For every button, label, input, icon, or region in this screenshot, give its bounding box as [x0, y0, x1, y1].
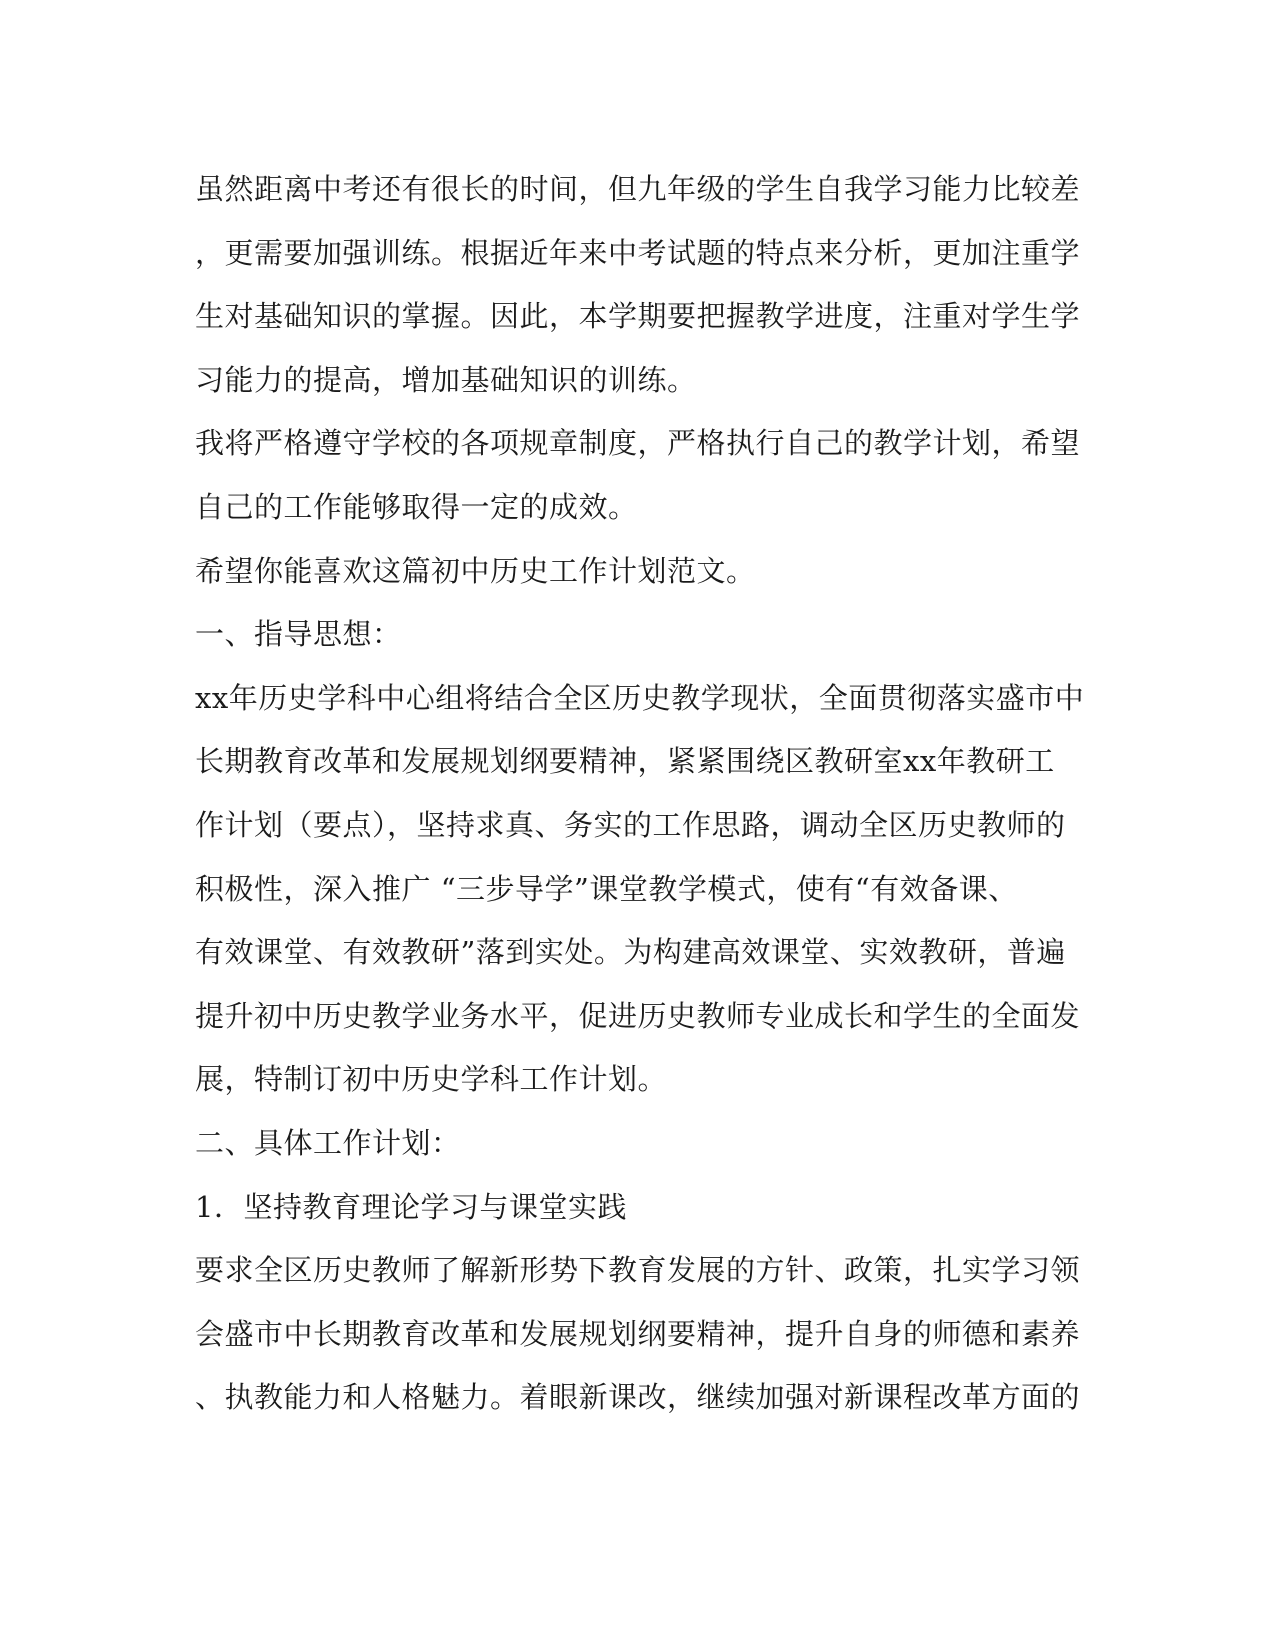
text-line: 习能力的提高，增加基础知识的训练。	[195, 362, 697, 397]
text-line: 虽然距离中考还有很长的时间，但九年级的学生自我学习能力比较差	[195, 172, 1081, 206]
text-line: 希望你能喜欢这篇初中历史工作计划范文。	[195, 553, 756, 588]
text-line: 、执教能力和人格魅力。着眼新课改，继续加强对新课程改革方面的	[195, 1380, 1081, 1415]
text-line: 提升初中历史教学业务水平，促进历史教师专业成长和学生的全面发	[195, 998, 1081, 1033]
text-line: 长期教育改革和发展规划纲要精神，紧紧围绕区教研室xx年教研工	[195, 744, 1055, 779]
document-body	[195, 158, 1085, 1430]
section-heading: 二、具体工作计划：	[195, 1125, 461, 1160]
text-line: ，更需要加强训练。根据近年来中考试题的特点来分析，更加注重学	[195, 235, 1081, 270]
text-line: 要求全区历史教师了解新形势下教育发展的方针、政策，扎实学习领	[195, 1253, 1081, 1288]
text-line: 作计划（要点），坚持求真、务实的工作思路，调动全区历史教师的	[195, 807, 1066, 842]
text-line: 会盛市中长期教育改革和发展规划纲要精神，提升自身的师德和素养	[195, 1316, 1081, 1351]
section-heading: 一、指导思想：	[195, 617, 402, 652]
text-line: 我将严格遵守学校的各项规章制度，严格执行自己的教学计划，希望	[195, 426, 1081, 461]
text-line: 自己的工作能够取得一定的成效。	[195, 489, 638, 524]
text-line: xx年历史学科中心组将结合全区历史教学现状，全面贯彻落实盛市中	[195, 680, 1085, 715]
text-line: 有效课堂、有效教研”落到实处。为构建高效课堂、实效教研，普遍	[195, 935, 1066, 970]
text-line: 积极性，深入推广 “三步导学”课堂教学模式，使有“有效备课、	[195, 871, 1018, 906]
subsection-heading: 1．坚持教育理论学习与课堂实践	[195, 1189, 627, 1224]
text-line: 生对基础知识的掌握。因此，本学期要把握教学进度，注重对学生学	[195, 299, 1081, 334]
text-line: 展，特制订初中历史学科工作计划。	[195, 1062, 668, 1097]
